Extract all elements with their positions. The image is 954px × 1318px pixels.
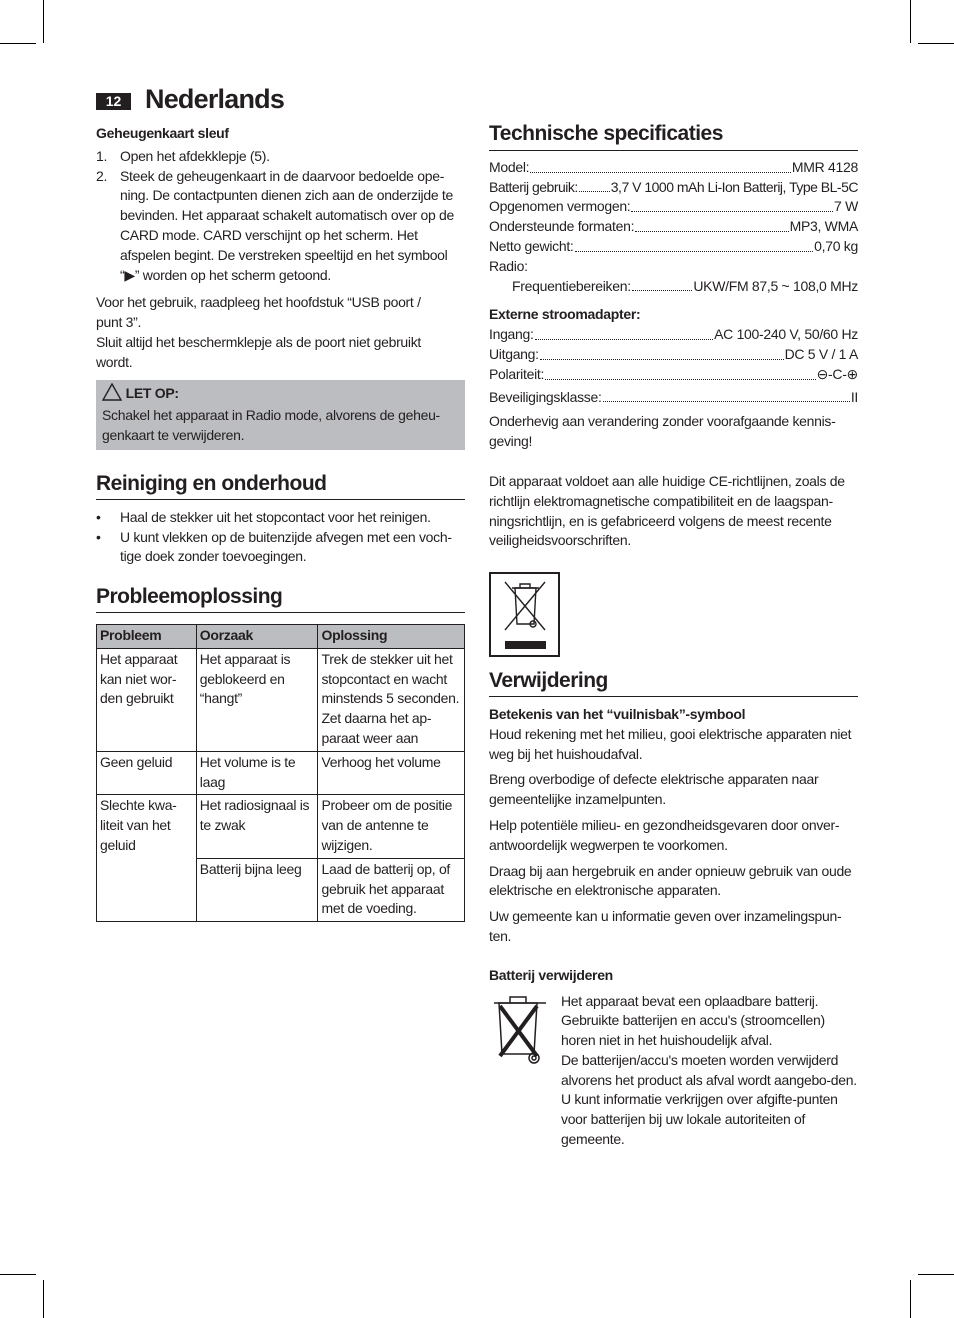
spec-row: Beveiligingsklasse: II	[489, 388, 858, 405]
table-header-row	[97, 624, 465, 648]
spec-row: Batterij gebruik: 3,7 V 1000 mAh Li-Ion Batterij, Type BL-5C	[489, 178, 858, 195]
battery-title: Batterij verwijderen	[489, 966, 613, 983]
spec-row: Ondersteunde formaten: MP3, WMA	[489, 218, 858, 235]
battery-bin-icon	[490, 992, 552, 1074]
specs-list	[489, 158, 858, 297]
adapter-list	[489, 325, 858, 407]
spec-row: Opgenomen vermogen: 7 W	[489, 198, 858, 215]
crop-mark	[43, 0, 44, 43]
table-cell: Het radiosignaal is te zwak	[196, 795, 318, 858]
left-column	[96, 124, 465, 922]
table-row	[97, 751, 465, 795]
spec-row: Polariteit: ⊖-C-⊕	[489, 365, 858, 385]
list-item: 1. Open het afdekklepje (5).	[96, 147, 270, 164]
polarity-symbol: ⊖-C-⊕	[816, 365, 858, 382]
page-title: Nederlands	[145, 84, 285, 114]
table-cell: Slechte kwa-liteit van het geluid	[97, 795, 197, 922]
crop-mark	[918, 43, 954, 44]
battery-text: Het apparaat bevat een oplaadbare batterij. Gebruikte batterijen en accu's (stroomcellen) horen niet in het huishoudelijk afval.	[561, 992, 825, 1049]
column-header: Oplossing	[318, 624, 465, 648]
table-row	[97, 648, 465, 751]
list-item: • Haal de stekker uit het stopcontact voor het reinigen.	[96, 508, 431, 525]
table-cell: Trek de stekker uit het stopcontact en wacht minstends 5 seconden. Zet daarna het ap-paraat weer aan	[318, 648, 465, 751]
disposal-paragraph: Breng overbodige of defecte elektrische apparaten naar gemeentelijke inzamelpunten.	[489, 771, 819, 808]
disposal-paragraph: Draag bij aan hergebruik en ander opnieuw gebruik van oude elektrische en elektronische apparaten.	[489, 862, 852, 899]
card-slot-steps	[96, 147, 465, 286]
table-cell: Geen geluid	[97, 751, 197, 795]
list-item: • U kunt vlekken op de buitenzijde afvegen met een voch-tige doek zonder toevoegingen.	[96, 528, 452, 565]
usb-note: Voor het gebruik, raadpleeg het hoofdstuk “USB poort / punt 3”.	[96, 294, 421, 331]
cover-note: Sluit altijd het beschermklepje als de poort niet gebruikt wordt.	[96, 333, 422, 370]
warning-text: Schakel het apparaat in Radio mode, alvorens de geheu-genkaart te verwijderen.	[102, 407, 440, 444]
card-slot-title: Geheugenkaart sleuf	[96, 125, 229, 141]
spec-row: Model: MMR 4128	[489, 158, 858, 175]
disposal-paragraph: Uw gemeente kan u informatie geven over inzamelingspun-ten.	[489, 908, 842, 944]
column-header: Probleem	[97, 624, 197, 648]
troubleshooting-table	[96, 624, 465, 922]
table-cell: Het apparaat kan niet wor-den gebruikt	[97, 648, 197, 751]
crop-mark	[43, 1280, 44, 1318]
table-row	[97, 795, 465, 858]
warning-title: LET OP:	[125, 384, 179, 401]
spec-row: Netto gewicht: 0,70 kg	[489, 237, 858, 254]
page-number: 12	[96, 93, 131, 110]
warning-icon	[102, 383, 122, 407]
right-column	[489, 124, 858, 1150]
crop-mark	[910, 1280, 911, 1318]
battery-text: De batterijen/accu's moeten worden verwijderd alvorens het product als afval wordt aangebo-den. U kunt informatie verkrijgen over afgifte-punten voor batterijen bij uw lokale autoriteiten of gemeente.	[561, 1051, 857, 1148]
list-item: 2. Steek de geheugenkaart in de daarvoor bedoelde ope-ning. De contactpunten dienen zich aan de onderzijde te bevinden. Het apparaat schakelt automatisch over op de CARD mode. CARD verschijnt op het scherm. Het afspelen begint. De verstreken speeltijd en het symbool “▶” worden op het scherm getoond.	[96, 167, 455, 283]
crop-mark	[0, 1274, 36, 1275]
table-cell: Batterij bijna leeg	[196, 858, 318, 921]
table-cell: Probeer om de positie van de antenne te wijzigen.	[318, 795, 465, 858]
crop-mark	[0, 43, 36, 44]
table-cell: Laad de batterij op, of gebruik het apparaat met de voeding.	[318, 858, 465, 921]
crop-mark	[918, 1274, 954, 1275]
crop-mark	[910, 0, 911, 43]
battery-section	[489, 992, 858, 1150]
ce-statement: Dit apparaat voldoet aan alle huidige CE-richtlijnen, zoals de richtlijn elektromagnetische compatibiliteit en de laagspan-ningsrichtlijn, en is gefabriceerd volgens de meest recente veiligheidsvoorschriften.	[489, 472, 845, 549]
weee-bin-icon	[489, 572, 560, 657]
disposal-paragraph: Help potentiële milieu- en gezondheidsgevaren door onver-antwoordelijk wegwerpen te voorkomen.	[489, 816, 840, 853]
cleaning-heading: Reiniging en onderhoud	[96, 474, 465, 500]
column-header: Oorzaak	[196, 624, 318, 648]
warning-box	[96, 380, 465, 450]
troubleshooting-heading: Probleemoplossing	[96, 587, 465, 613]
radio-label: Radio:	[489, 257, 528, 274]
spec-row: Ingang: AC 100-240 V, 50/60 Hz	[489, 326, 858, 343]
spec-row: Uitgang: DC 5 V / 1 A	[489, 345, 858, 362]
cleaning-list	[96, 508, 465, 567]
change-notice: Onderhevig aan verandering zonder voorafgaande kennis-geving!	[489, 413, 836, 450]
specs-heading: Technische specificaties	[489, 124, 858, 151]
table-cell: Verhoog het volume	[318, 751, 465, 795]
disposal-heading: Verwijdering	[489, 671, 858, 697]
adapter-title: Externe stroomadapter:	[489, 306, 641, 323]
disposal-paragraph: Houd rekening met het milieu, gooi elektrische apparaten niet weg bij het huishoudafval.	[489, 725, 852, 762]
table-cell: Het apparaat is geblokeerd en “hangt”	[196, 648, 318, 751]
table-cell: Het volume is te laag	[196, 751, 318, 795]
symbol-title: Betekenis van het “vuilnisbak”-symbool	[489, 705, 746, 722]
spec-row: Frequentiebereiken: UKW/FM 87,5 ~ 108,0 MHz	[512, 277, 858, 294]
